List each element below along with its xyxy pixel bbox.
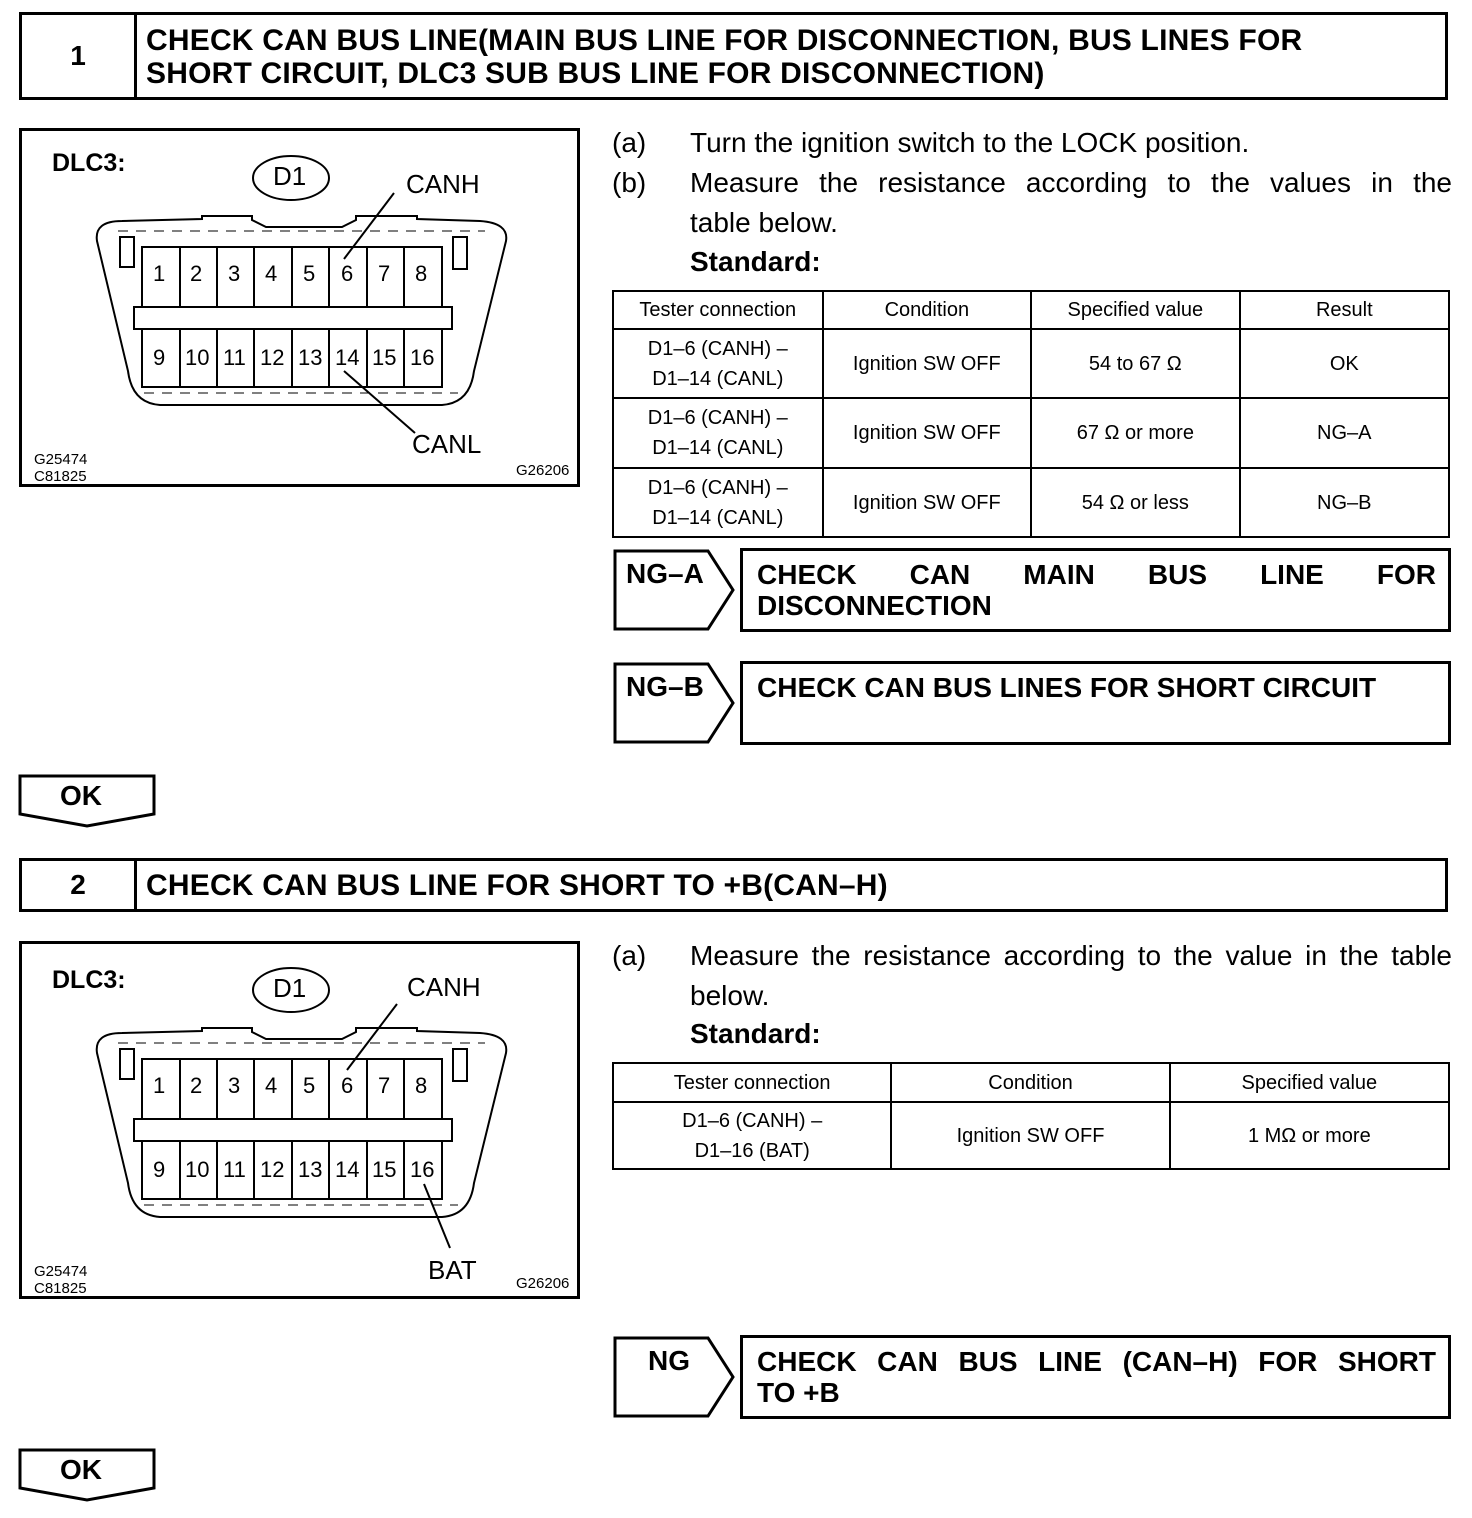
header-tester-connection: Tester connection	[613, 291, 823, 329]
canl-callout: CANL	[412, 429, 482, 459]
pin-13: 13	[298, 1157, 323, 1182]
pin-15: 15	[372, 345, 397, 370]
cell-result: NG–A	[1240, 398, 1449, 468]
step1-number: 1	[22, 15, 137, 97]
step2-spec-table	[612, 1062, 1450, 1170]
header-specified-value: Specified value	[1031, 291, 1240, 329]
pin-11: 11	[223, 345, 246, 370]
pin-1: 1	[153, 261, 166, 286]
ng-b-action: CHECK CAN BUS LINES FOR SHORT CIRCUIT	[740, 661, 1451, 745]
step2-standard-label: Standard:	[690, 1018, 821, 1049]
cell-value: 54 Ω or less	[1031, 468, 1240, 537]
cell-connection: D1–6 (CANH) – D1–16 (BAT)	[613, 1102, 891, 1169]
table-row	[613, 468, 1449, 537]
step1-dlc3-diagram	[19, 128, 580, 487]
step1-instruction-a: (a) Turn the ignition switch to the LOCK position.	[612, 127, 1250, 158]
cell-connection: D1–6 (CANH) – D1–14 (CANL)	[613, 329, 823, 398]
pin-7: 7	[378, 261, 391, 286]
table-header-row	[613, 1063, 1449, 1102]
cell-connection: D1–6 (CANH) – D1–14 (CANL)	[613, 468, 823, 537]
table-row	[613, 329, 1449, 398]
pin-9: 9	[153, 345, 166, 370]
pin-12: 12	[260, 345, 285, 370]
pin-15: 15	[372, 1157, 397, 1182]
pin-2: 2	[190, 261, 203, 286]
connector-label: DLC3:	[52, 966, 126, 994]
step2-title: CHECK CAN BUS LINE FOR SHORT TO +B(CAN–H)	[146, 869, 888, 902]
connector-id: D1	[273, 161, 307, 191]
cell-condition: Ignition SW OFF	[823, 398, 1032, 468]
step2-dlc3-diagram	[19, 941, 580, 1299]
figure-code-left: G25474 C81825	[34, 451, 88, 485]
ng-b-tag: NG–B	[612, 661, 736, 745]
bat-callout: BAT	[428, 1255, 477, 1285]
pin-8: 8	[415, 1073, 428, 1098]
pin-5: 5	[303, 1073, 316, 1098]
pin-13: 13	[298, 345, 323, 370]
pin-10: 10	[185, 1157, 210, 1182]
cell-result: OK	[1240, 329, 1449, 398]
cell-value: 54 to 67 Ω	[1031, 329, 1240, 398]
pin-14: 14	[335, 345, 360, 370]
pin-5: 5	[303, 261, 316, 286]
cell-condition: Ignition SW OFF	[823, 468, 1032, 537]
figure-code-right: G26206	[516, 462, 570, 479]
step1-spec-table	[612, 290, 1450, 538]
step2-ok-tag: OK	[18, 1448, 156, 1502]
pin-1: 1	[153, 1073, 166, 1098]
pin-11: 11	[223, 1157, 246, 1182]
pin-4: 4	[265, 261, 278, 286]
step1-header	[19, 12, 1448, 100]
ng-a-tag: NG–A	[612, 548, 736, 632]
pin-16: 16	[410, 1157, 435, 1182]
pin-9: 9	[153, 1157, 166, 1182]
pin-16: 16	[410, 345, 435, 370]
table-row	[613, 398, 1449, 468]
cell-condition: Ignition SW OFF	[891, 1102, 1169, 1169]
header-result: Result	[1240, 291, 1449, 329]
header-condition: Condition	[823, 291, 1032, 329]
step1-standard-label: Standard:	[690, 246, 821, 277]
pin-3: 3	[228, 261, 241, 286]
step1-instruction-b: (b) Measure the resistance according to the values in the table below.	[612, 167, 1452, 238]
pin-8: 8	[415, 261, 428, 286]
pin-3: 3	[228, 1073, 241, 1098]
header-tester-connection: Tester connection	[613, 1063, 891, 1102]
ng-action: CHECK CAN BUS LINE (CAN–H) FOR SHORT TO +B	[740, 1335, 1451, 1419]
ng-a-action: CHECK CAN MAIN BUS LINE FOR DISCONNECTION	[740, 548, 1451, 632]
pin-14: 14	[335, 1157, 360, 1182]
header-specified-value: Specified value	[1170, 1063, 1449, 1102]
pin-2: 2	[190, 1073, 203, 1098]
figure-code-left: G25474 C81825	[34, 1263, 88, 1297]
pin-7: 7	[378, 1073, 391, 1098]
pin-6: 6	[341, 1073, 354, 1098]
cell-connection: D1–6 (CANH) – D1–14 (CANL)	[613, 398, 823, 468]
connector-label: DLC3:	[52, 149, 126, 177]
connector-id: D1	[273, 973, 307, 1003]
pin-10: 10	[185, 345, 210, 370]
header-condition: Condition	[891, 1063, 1169, 1102]
pin-6: 6	[341, 261, 354, 286]
figure-code-right: G26206	[516, 1275, 570, 1292]
cell-result: NG–B	[1240, 468, 1449, 537]
table-row	[613, 1102, 1449, 1169]
pin-4: 4	[265, 1073, 278, 1098]
pin-12: 12	[260, 1157, 285, 1182]
step2-header	[19, 858, 1448, 912]
step1-ok-tag: OK	[18, 774, 156, 828]
step1-title: CHECK CAN BUS LINE(MAIN BUS LINE FOR DISCONNECTION, BUS LINES FOR SHORT CIRCUIT, DLC3 SUB BUS LINE FOR DISCONNECTION)	[146, 24, 1303, 90]
canh-callout: CANH	[407, 972, 481, 1002]
step2-instruction-a: (a) Measure the resistance according to the value in the table below.	[612, 940, 1452, 1011]
cell-condition: Ignition SW OFF	[823, 329, 1032, 398]
step2-number: 2	[22, 861, 137, 909]
cell-value: 1 MΩ or more	[1170, 1102, 1449, 1169]
canh-callout: CANH	[406, 169, 480, 199]
cell-value: 67 Ω or more	[1031, 398, 1240, 468]
table-header-row	[613, 291, 1449, 329]
ng-tag: NG	[612, 1335, 736, 1419]
